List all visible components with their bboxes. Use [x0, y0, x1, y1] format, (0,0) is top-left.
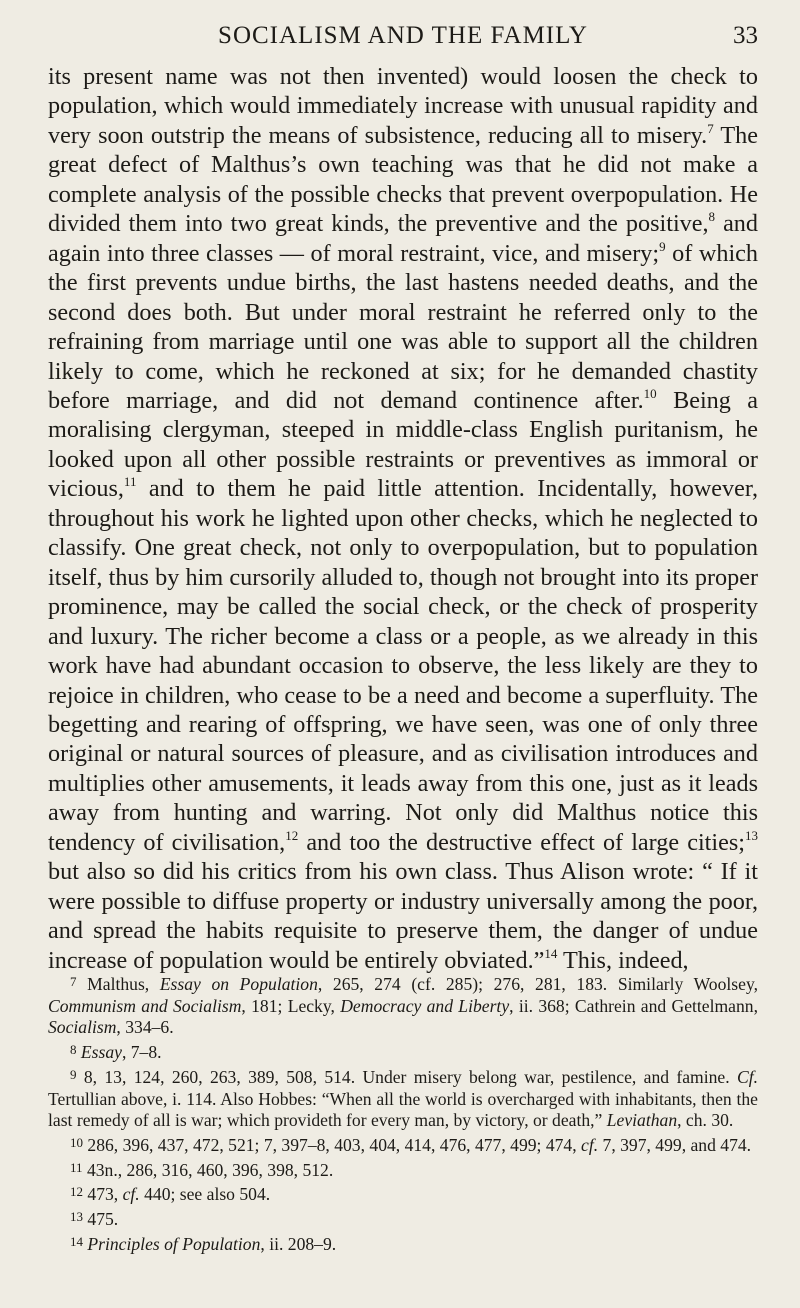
- body-text-run: of which the first prevents undue births, the last hastens needed deaths, and the second does both. But under moral restraint he referred only to the refraining from marriage until one was able to support all the children likely to come, which he reckoned at six; for he demanded chastity before marriage, and did not demand continence after.: [48, 239, 758, 414]
- footnote-text: , ch. 30.: [677, 1110, 734, 1131]
- footnote-ref: 9: [659, 238, 666, 254]
- footnote-text: 475.: [87, 1209, 119, 1230]
- footnote-ref: 12: [285, 827, 299, 843]
- footnote-text: Democracy and Liberty: [340, 995, 510, 1016]
- body-text: [48, 62, 758, 975]
- footnote-ref: 11: [123, 474, 137, 490]
- footnote: [48, 1132, 758, 1157]
- footnote: [48, 1039, 758, 1064]
- footnote-text: Socialism: [48, 1017, 117, 1038]
- footnote-text: 43n., 286, 316, 460, 396, 398, 512.: [86, 1159, 334, 1180]
- footnote-ref: 14: [544, 945, 558, 961]
- body-text-run: but also so did his critics from his own class. Thus Alison wrote: “ If it were possible to diffuse property or industry universally among the poor, and spread the habits requisite to preserve them, the danger of undue increase of population would be entirely obviated.”: [48, 858, 758, 974]
- footnote-text: Tertullian above, i. 114. Also Hobbes: “When all the world is overcharged with inhabitants, then the last remedy of all is war; which provideth for every man, by victory, or death,”: [48, 1088, 758, 1131]
- footnote-text: Malthus,: [87, 974, 160, 994]
- footnote-text: cf.: [122, 1184, 140, 1205]
- footnote-text: , 181; Lecky,: [241, 995, 341, 1016]
- footnote-text: , ii. 208–9.: [260, 1233, 337, 1254]
- footnote: [48, 971, 758, 1039]
- footnote-text: Essay: [80, 1042, 122, 1063]
- running-head: [48, 22, 758, 52]
- body-text-run: This, indeed,: [557, 946, 689, 974]
- body-text-run: Being a moralising clergyman, steeped in middle-class English puritanism, he looked upon all other possible restraints or preventives as immoral or vicious,: [48, 386, 758, 503]
- footnote-number: 12: [70, 1184, 83, 1200]
- footnote-number: 8: [70, 1042, 77, 1058]
- footnote-ref: 10: [643, 385, 657, 401]
- footnote-number: 11: [70, 1159, 83, 1175]
- footnote-text: Essay on Population: [159, 974, 318, 994]
- footnote-ref: 7: [707, 120, 714, 136]
- footnote-text: 440; see also 504.: [139, 1184, 271, 1205]
- running-title: SOCIALISM AND THE FAMILY: [218, 22, 588, 49]
- page-number: 33: [733, 22, 758, 49]
- footnote-text: 286, 396, 437, 472, 521; 7, 397–8, 403, 404, 414, 476, 477, 499; 474,: [87, 1134, 582, 1155]
- footnote-number: 9: [70, 1066, 77, 1082]
- footnote-text: , 7–8.: [121, 1042, 162, 1063]
- footnote-text: , 334–6.: [116, 1017, 174, 1038]
- footnote-number: 10: [70, 1134, 83, 1150]
- body-text-run: The great defect of Malthus’s own teaching was that he did not make a complete analysis of the possible checks that prevent overpopulation. He divided them into two great kinds, the preventive and the positive,: [48, 121, 759, 238]
- footnote-number: 13: [70, 1209, 83, 1225]
- footnote-ref: 8: [708, 209, 716, 225]
- body-text-run: and again into three classes — of moral restraint, vice, and misery;: [48, 210, 758, 267]
- footnote-number: 14: [70, 1233, 83, 1249]
- footnote: [48, 1181, 758, 1206]
- body-text-run: and too the destructive effect of large cities;: [298, 828, 745, 856]
- footnote-text: , ii. 368; Cathrein and Gettelmann,: [509, 995, 758, 1016]
- footnotes: [48, 971, 758, 1255]
- footnote-text: cf.: [581, 1134, 599, 1155]
- footnote-text: Principles of Population: [87, 1233, 261, 1254]
- footnote: [48, 1206, 758, 1231]
- body-text-run: and to them he paid little attention. Incidentally, however, throughout his work he lighted upon other checks, which he neglected to classify. One great check, not only to overpopulation, but to population itself, thus by him cursorily alluded to, though not brought into its proper prominence, may be called the social check, or the check of prosperity and luxury. The richer become a class or a people, as we already in this work have had abundant occasion to observe, the less likely are they to rejoice in children, who cease to be a need and become a superfluity. The begetting and rearing of offspring, we have seen, was one of only three original or natural sources of pleasure, and as civilisation introduces and multiplies other amusements, it leads away from this one, just as it leads away from hunting and warring. Not only did Malthus notice this tendency of civilisation,: [48, 475, 758, 856]
- footnote-text: Communism and Socialism: [48, 995, 242, 1016]
- footnote-text: Cf.: [736, 1066, 758, 1087]
- body-text-run: its present name was not then invented) would loosen the check to population, which would immediately increase with unusual rapidity and very soon outstrip the means of subsistence, reducing all to misery.: [48, 63, 758, 149]
- footnote-ref: 13: [745, 827, 758, 843]
- footnote-number: 7: [70, 974, 77, 989]
- footnote: [48, 1157, 758, 1182]
- footnote-text: 473,: [87, 1184, 123, 1205]
- footnote: [48, 1064, 758, 1132]
- footnote-text: 8, 13, 124, 260, 263, 389, 508, 514. Under misery belong war, pestilence, and famine.: [83, 1066, 737, 1087]
- footnote: [48, 1231, 758, 1256]
- footnote-text: Leviathan: [606, 1110, 678, 1131]
- footnote-text: 7, 397, 499, and 474.: [598, 1134, 752, 1155]
- footnote-text: , 265, 274 (cf. 285); 276, 281, 183. Similarly Woolsey,: [317, 974, 758, 994]
